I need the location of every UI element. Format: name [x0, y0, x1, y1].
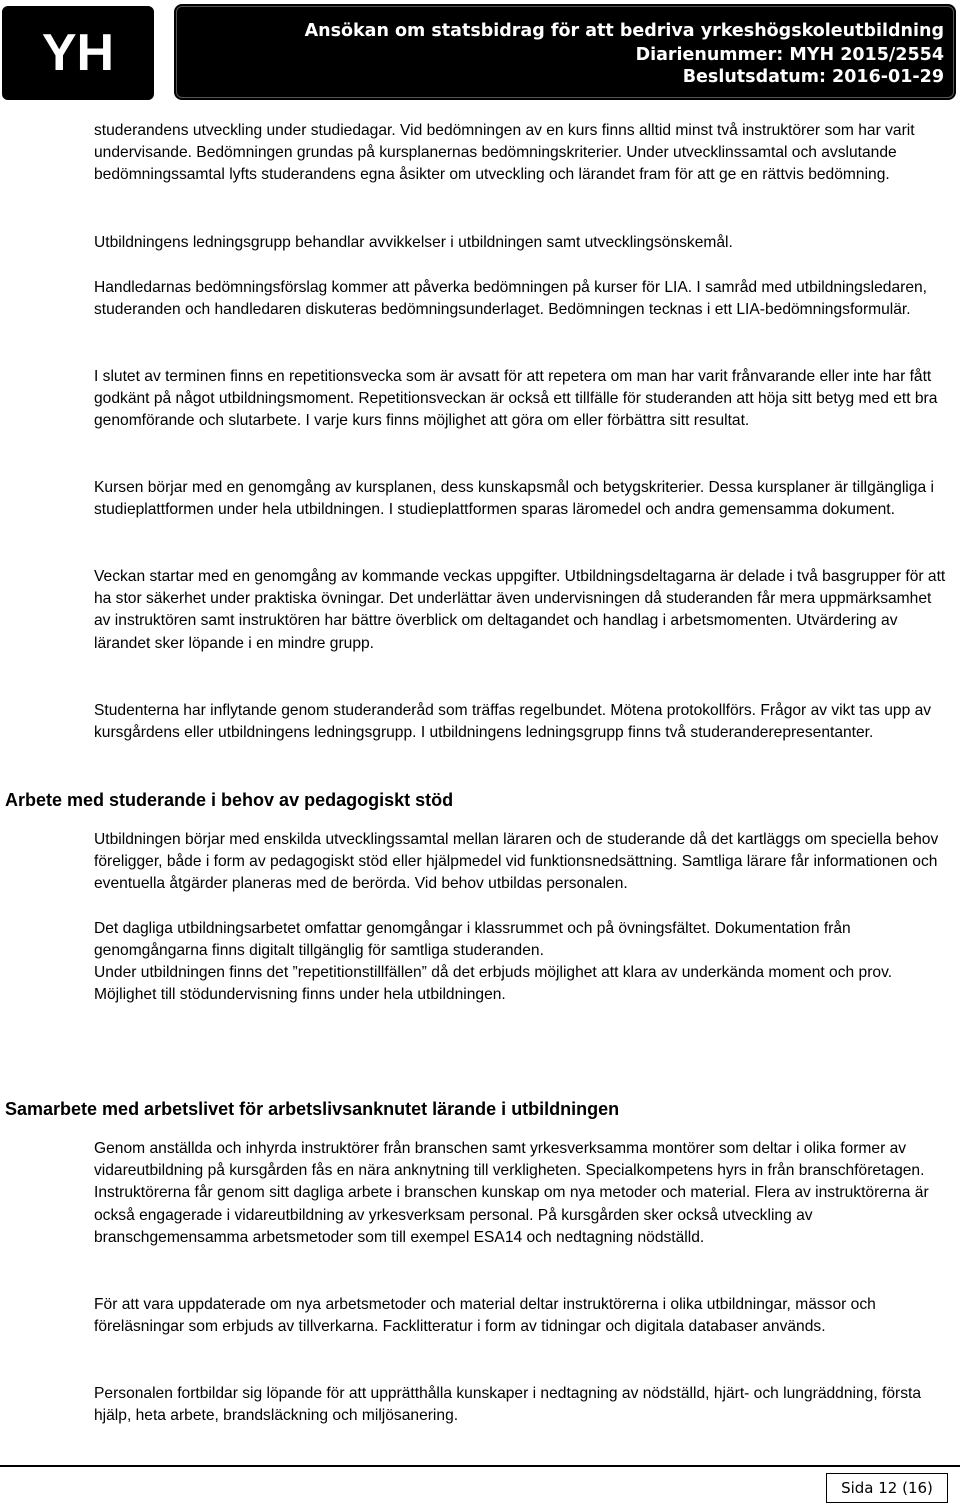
- diarienummer: Diarienummer: MYH 2015/2554: [635, 45, 944, 65]
- paragraph: För att vara uppdaterade om nya arbetsmetoder och material deltar instruktörerna i olika utbildningar, mässor och föreläsningar som erbjuds av tillverkarna. Facklitteratur i form av tidningar och digitala databaser används.: [94, 1296, 876, 1336]
- paragraph: Genom anställda och inhyrda instruktörer från branschen samt yrkesverksamma montörer som deltar i olika former av vidareutbildning på kursgården fås en nära anknytning till verkligheten. Specialkompetens hyrs in från branschföretagen. Instruktörerna får genom sitt dagliga arbete i branschen kunskap om nya metoder och material. Flera av instruktörerna är också engagerade i vidareutbildning av yrkesverksam personal. På kursgården sker också utveckling av branschgemensamma arbetsmetoder som till exempel ESA14 och nedtagning nödställd.: [94, 1140, 929, 1246]
- paragraph: Veckan startar med en genomgång av kommande veckas uppgifter. Utbildningsdeltagarna är delade i två basgrupper för att ha stor säkerhet under praktiska övningar. Det underlättar även undervisningen då studeranden får mera uppmärksamhet av instruktören samt instruktören har bättre överblick om deltagandet och handlag i arbetsmomenten. Utvärdering av lärandet sker löpande i en mindre grupp.: [94, 568, 946, 652]
- section-heading-pedagogiskt-stod: Arbete med studerande i behov av pedagogiskt stöd: [5, 790, 454, 810]
- paragraph: Kursen börjar med en genomgång av kursplanen, dess kunskapsmål och betygskriterier. Dessa kursplaner är tillgängliga i studieplattformen under hela utbildningen. I studieplattformen sparas läromedel och andra gemensamma dokument.: [94, 479, 934, 519]
- page-header: [0, 0, 960, 106]
- page-number-box: [826, 1473, 948, 1503]
- yh-logo: [2, 6, 154, 100]
- paragraph: Utbildningens ledningsgrupp behandlar avvikkelser i utbildningen samt utvecklingsönskemål.: [94, 234, 733, 251]
- yh-logo-text: YH: [41, 24, 115, 82]
- header-title-box: [174, 4, 956, 100]
- paragraph: Studenterna har inflytande genom studeranderåd som träffas regelbundet. Mötena protokollförs. Frågor av vikt tas upp av kursgårdens eller utbildningens ledningsgrupp. I utbildningens ledningsgrupp finns två studeranderepresentanter.: [94, 702, 932, 742]
- document-title: Ansökan om statsbidrag för att bedriva yrkeshögskoleutbildning: [304, 21, 944, 41]
- paragraph: Under utbildningen finns det ”repetitionstillfällen” då det erbjuds möjlighet att klara av underkända moment och prov. Möjlighet till stödundervisning finns under hela utbildningen.: [94, 964, 893, 1004]
- paragraph: Det dagliga utbildningsarbetet omfattar genomgångar i klassrummet och på övningsfältet. Dokumentation från genomgångarna finns digitalt tillgänglig för samtliga studeranden.: [94, 920, 851, 960]
- beslutsdatum: Beslutsdatum: 2016-01-29: [682, 67, 944, 87]
- paragraph: Utbildningen börjar med enskilda utvecklingssamtal mellan läraren och de studerande då det kartläggs om speciella behov föreligger, både i form av pedagogiskt stöd eller hjälpmedel vid funktionsnedsättning. Samtliga lärare får informationen och eventuella åtgärder planeras med de berörda. Vid behov utbildas personalen.: [94, 831, 939, 893]
- paragraph: Personalen fortbildar sig löpande för att upprätthålla kunskaper i nedtagning av nödställd, hjärt- och lungräddning, första hjälp, heta arbete, brandsläckning och miljösanering.: [94, 1385, 921, 1425]
- page-number: Sida 12 (16): [841, 1479, 933, 1497]
- footer-divider: [0, 1465, 960, 1467]
- paragraph: Handledarnas bedömningsförslag kommer att påverka bedömningen på kurser för LIA. I samråd med utbildningsledaren, studeranden och handledaren diskuteras bedömningsunderlaget. Bedömningen tecknas i ett LIA-bedömningsformulär.: [94, 279, 927, 319]
- section-heading-arbetslivet: Samarbete med arbetslivet för arbetslivsanknutet lärande i utbildningen: [5, 1099, 620, 1119]
- paragraph: studerandens utveckling under studiedagar. Vid bedömningen av en kurs finns alltid minst två instruktörer som har varit undervisande. Bedömningen grundas på kursplanernas bedömningskriterier. Under utvecklinssamtal och avslutande bedömningssamtal lyfts studerandens egna åsikter om utveckling och lärandet fram för att ge en rättvis bedömning.: [94, 122, 915, 184]
- paragraph: I slutet av terminen finns en repetitionsvecka som är avsatt för att repetera om man har varit frånvarande eller inte har fått godkänt på något utbildningsmoment. Repetitionsveckan är också ett tillfälle för studeranden att höja sitt betyg med ett bra genomförande och slutarbete. I varje kurs finns möjlighet att göra om eller förbättra sitt resultat.: [94, 368, 938, 430]
